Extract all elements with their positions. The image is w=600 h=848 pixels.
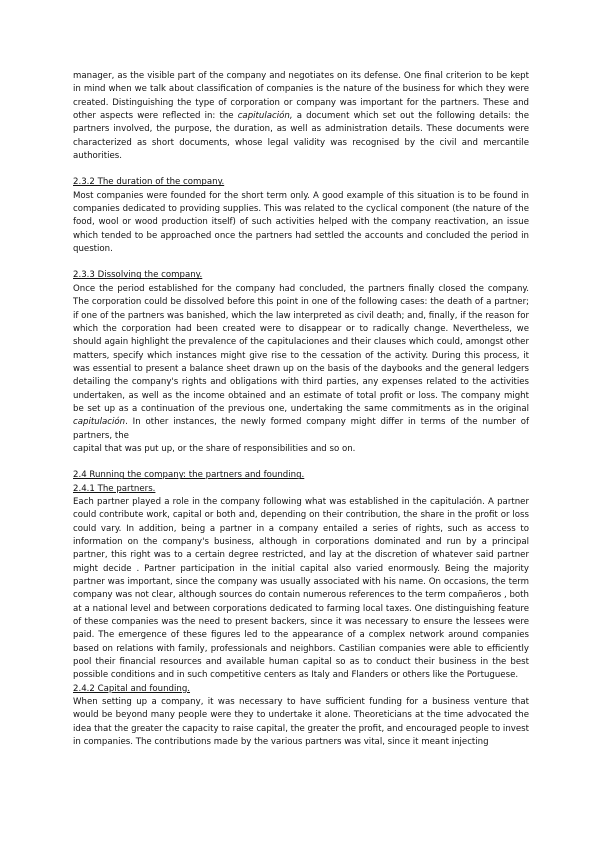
duration-paragraph: Most companies were founded for the short term only. A good example of this situation is to be found in companies dedicated to providing supplies. This was related to the cyclical component (the nature of the food, wool or wood production itself) of such activities helped with the company reactivation, an issue which tended to be approached once the partners had settled the accounts and concluded the period in question. [73, 190, 529, 255]
intro-text-part2: a document which set out the following details: the partners involved, the purpose, the duration, as well as administration details. These documents were characterized as short documents, whose legal validity was recognised by the civil and mercantile authorities. [73, 111, 529, 162]
dissolving-text-part2: . In other instances, the newly formed company might differ in terms of the number of partners, the [73, 417, 529, 441]
spacer [73, 256, 529, 269]
section-heading-running: 2.4 Running the company: the partners and founding. [73, 470, 305, 481]
spacer [73, 163, 529, 176]
subsection-heading-partners: 2.4.1 The partners. [73, 483, 156, 494]
intro-paragraph [73, 70, 529, 163]
section-heading-dissolving: 2.3.3 Dissolving the company. [73, 270, 203, 281]
section-heading-duration: 2.3.2 The duration of the company. [73, 177, 225, 188]
subsection-heading-capital: 2.4.2 Capital and founding. [73, 683, 191, 694]
dissolving-italic-term: capitulación [73, 417, 126, 428]
document-page [73, 70, 529, 750]
partners-paragraph: Each partner played a role in the company following what was established in the capitulación. A partner could contribute work, capital or both and, depending on their contribution, the share in the profit or loss could vary. In addition, being a partner in a company entailed a series of rights, such as access to information on the company's business, although in corporations dominated and run by a principal partner, this right was to a certain degree restricted, and lay at the discretion of whatever said partner might decide . Partner participation in the initial capital also varied enormously. Being the majority partner was important, since the company was usually associated with his name. On occasions, the term company was not clear, although sources do contain numerous references to the term compañeros , both at a national level and between corporations dedicated to farming local taxes. One distinguishing feature of these companies was the need to present backers, since it was necessary to ensure the lessees were paid. The emergence of these figures led to the appearance of a complex network around companies based on relations with family, professionals and neighbors. Castilian companies were able to efficiently pool their financial resources and available human capital so as to conduct their business in the best possible conditions and in such competitive centers as Italy and Flanders or others like the Portuguese. [73, 496, 529, 681]
intro-italic-term: capitulación, [237, 111, 293, 122]
dissolving-paragraph [73, 283, 529, 443]
capital-paragraph: When setting up a company, it was necessary to have sufficient funding for a business venture that would be beyond many people were they to undertake it alone. Theoreticians at the time advocated the idea that the greater the capacity to raise capital, the greater the profit, and encouraged people to invest in companies. The contributions made by the various partners was vital, since it meant injecting [73, 697, 529, 748]
dissolving-paragraph-tail: capital that was put up, or the share of responsibilities and so on. [73, 443, 356, 454]
dissolving-text-part1: Once the period established for the company had concluded, the partners finally closed the company. The corporation could be dissolved before this point in one of the following cases: the death of a partner; if one of the partners was banished, which the law interpreted as civil death; and, finally, if the reason for which the corporation had been created were to disappear or to radically change. Nevertheless, we should again highlight the prevalence of the capitulaciones and their clauses which could, amongst other matters, specify which instances might give rise to the cessation of the activity. During this process, it was essential to present a balance sheet drawn up on the basis of the daybooks and the general ledgers detailing the company's rights and obligations with third parties, any expenses related to the activities undertaken, as well as the income obtained and an estimate of total profit or loss. The company might be set up as a continuation of the previous one, undertaking the same commitments as in the original [73, 283, 529, 414]
intro-text-part1: manager, as the visible part of the company and negotiates on its defense. One final criterion to be kept in mind when we talk about classification of companies is the nature of the business for which they were created. Distinguishing the type of corporation or company was important for the partners. These and other aspects were reflected in: the [73, 71, 529, 122]
spacer [73, 456, 529, 469]
